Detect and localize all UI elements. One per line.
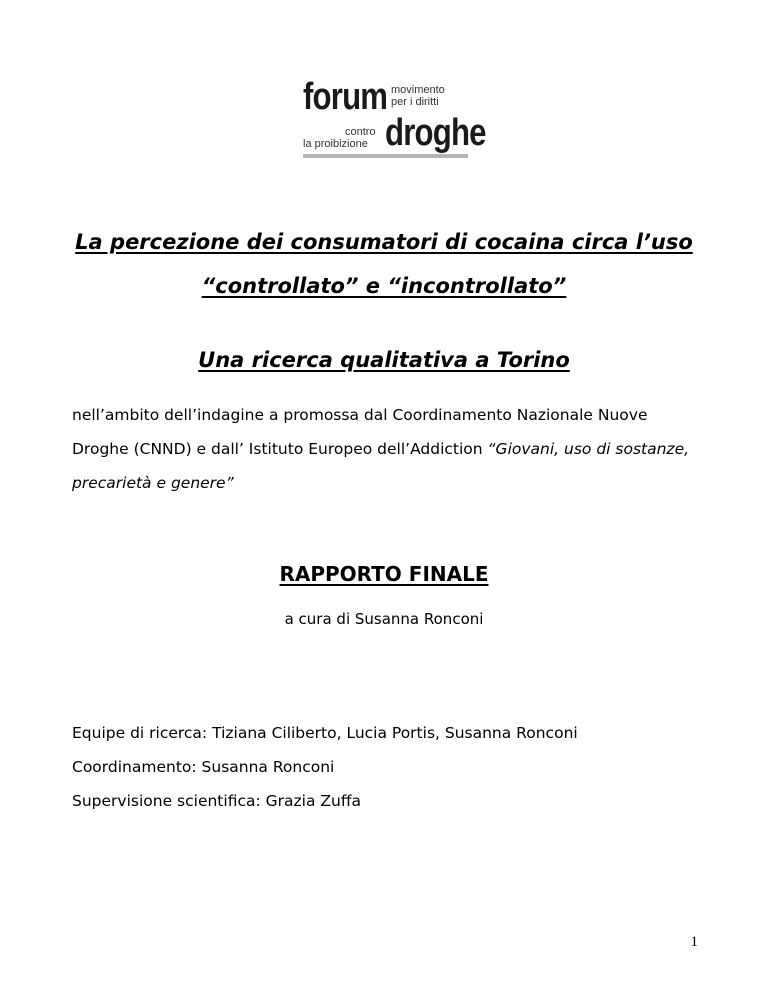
logo-tag-proibizione: la proibizione — [303, 138, 368, 150]
logo-word-forum: forum — [303, 76, 388, 118]
credit-research-team: Equipe di ricerca: Tiziana Ciliberto, Lucia Portis, Susanna Ronconi — [72, 724, 578, 742]
intro-text: nell’ambito dell’indagine a promossa dal Coordinamento Nazionale Nuove Droghe (CNND) e dall’ Istituto Europeo dell’Addiction — [72, 406, 648, 458]
credit-coordination: Coordinamento: Susanna Ronconi — [72, 758, 335, 776]
logo-tag-diritti: per i diritti — [391, 96, 439, 108]
intro-italic-project-title: “Giovani, uso di sostanze, precarietà e genere” — [72, 440, 690, 492]
credit-supervision: Supervisione scientifica: Grazia Zuffa — [72, 792, 361, 810]
page-number: 1 — [690, 934, 698, 950]
logo-tag-movimento: movimento — [391, 84, 445, 96]
logo-tag-contro: contro — [345, 126, 376, 138]
intro-paragraph — [72, 398, 692, 500]
curated-by: a cura di Susanna Ronconi — [284, 610, 484, 628]
report-heading: RAPPORTO FINALE — [279, 562, 489, 586]
document-title-line-2: “controllato” e “incontrollato” — [201, 274, 567, 298]
logo-underline-bar — [303, 154, 468, 158]
document-subtitle: Una ricerca qualitativa a Torino — [198, 348, 570, 372]
logo-word-droghe: droghe — [385, 112, 486, 154]
forum-droghe-logo — [301, 76, 486, 160]
document-title-line-1: La percezione dei consumatori di cocaina circa l’uso — [75, 230, 693, 254]
